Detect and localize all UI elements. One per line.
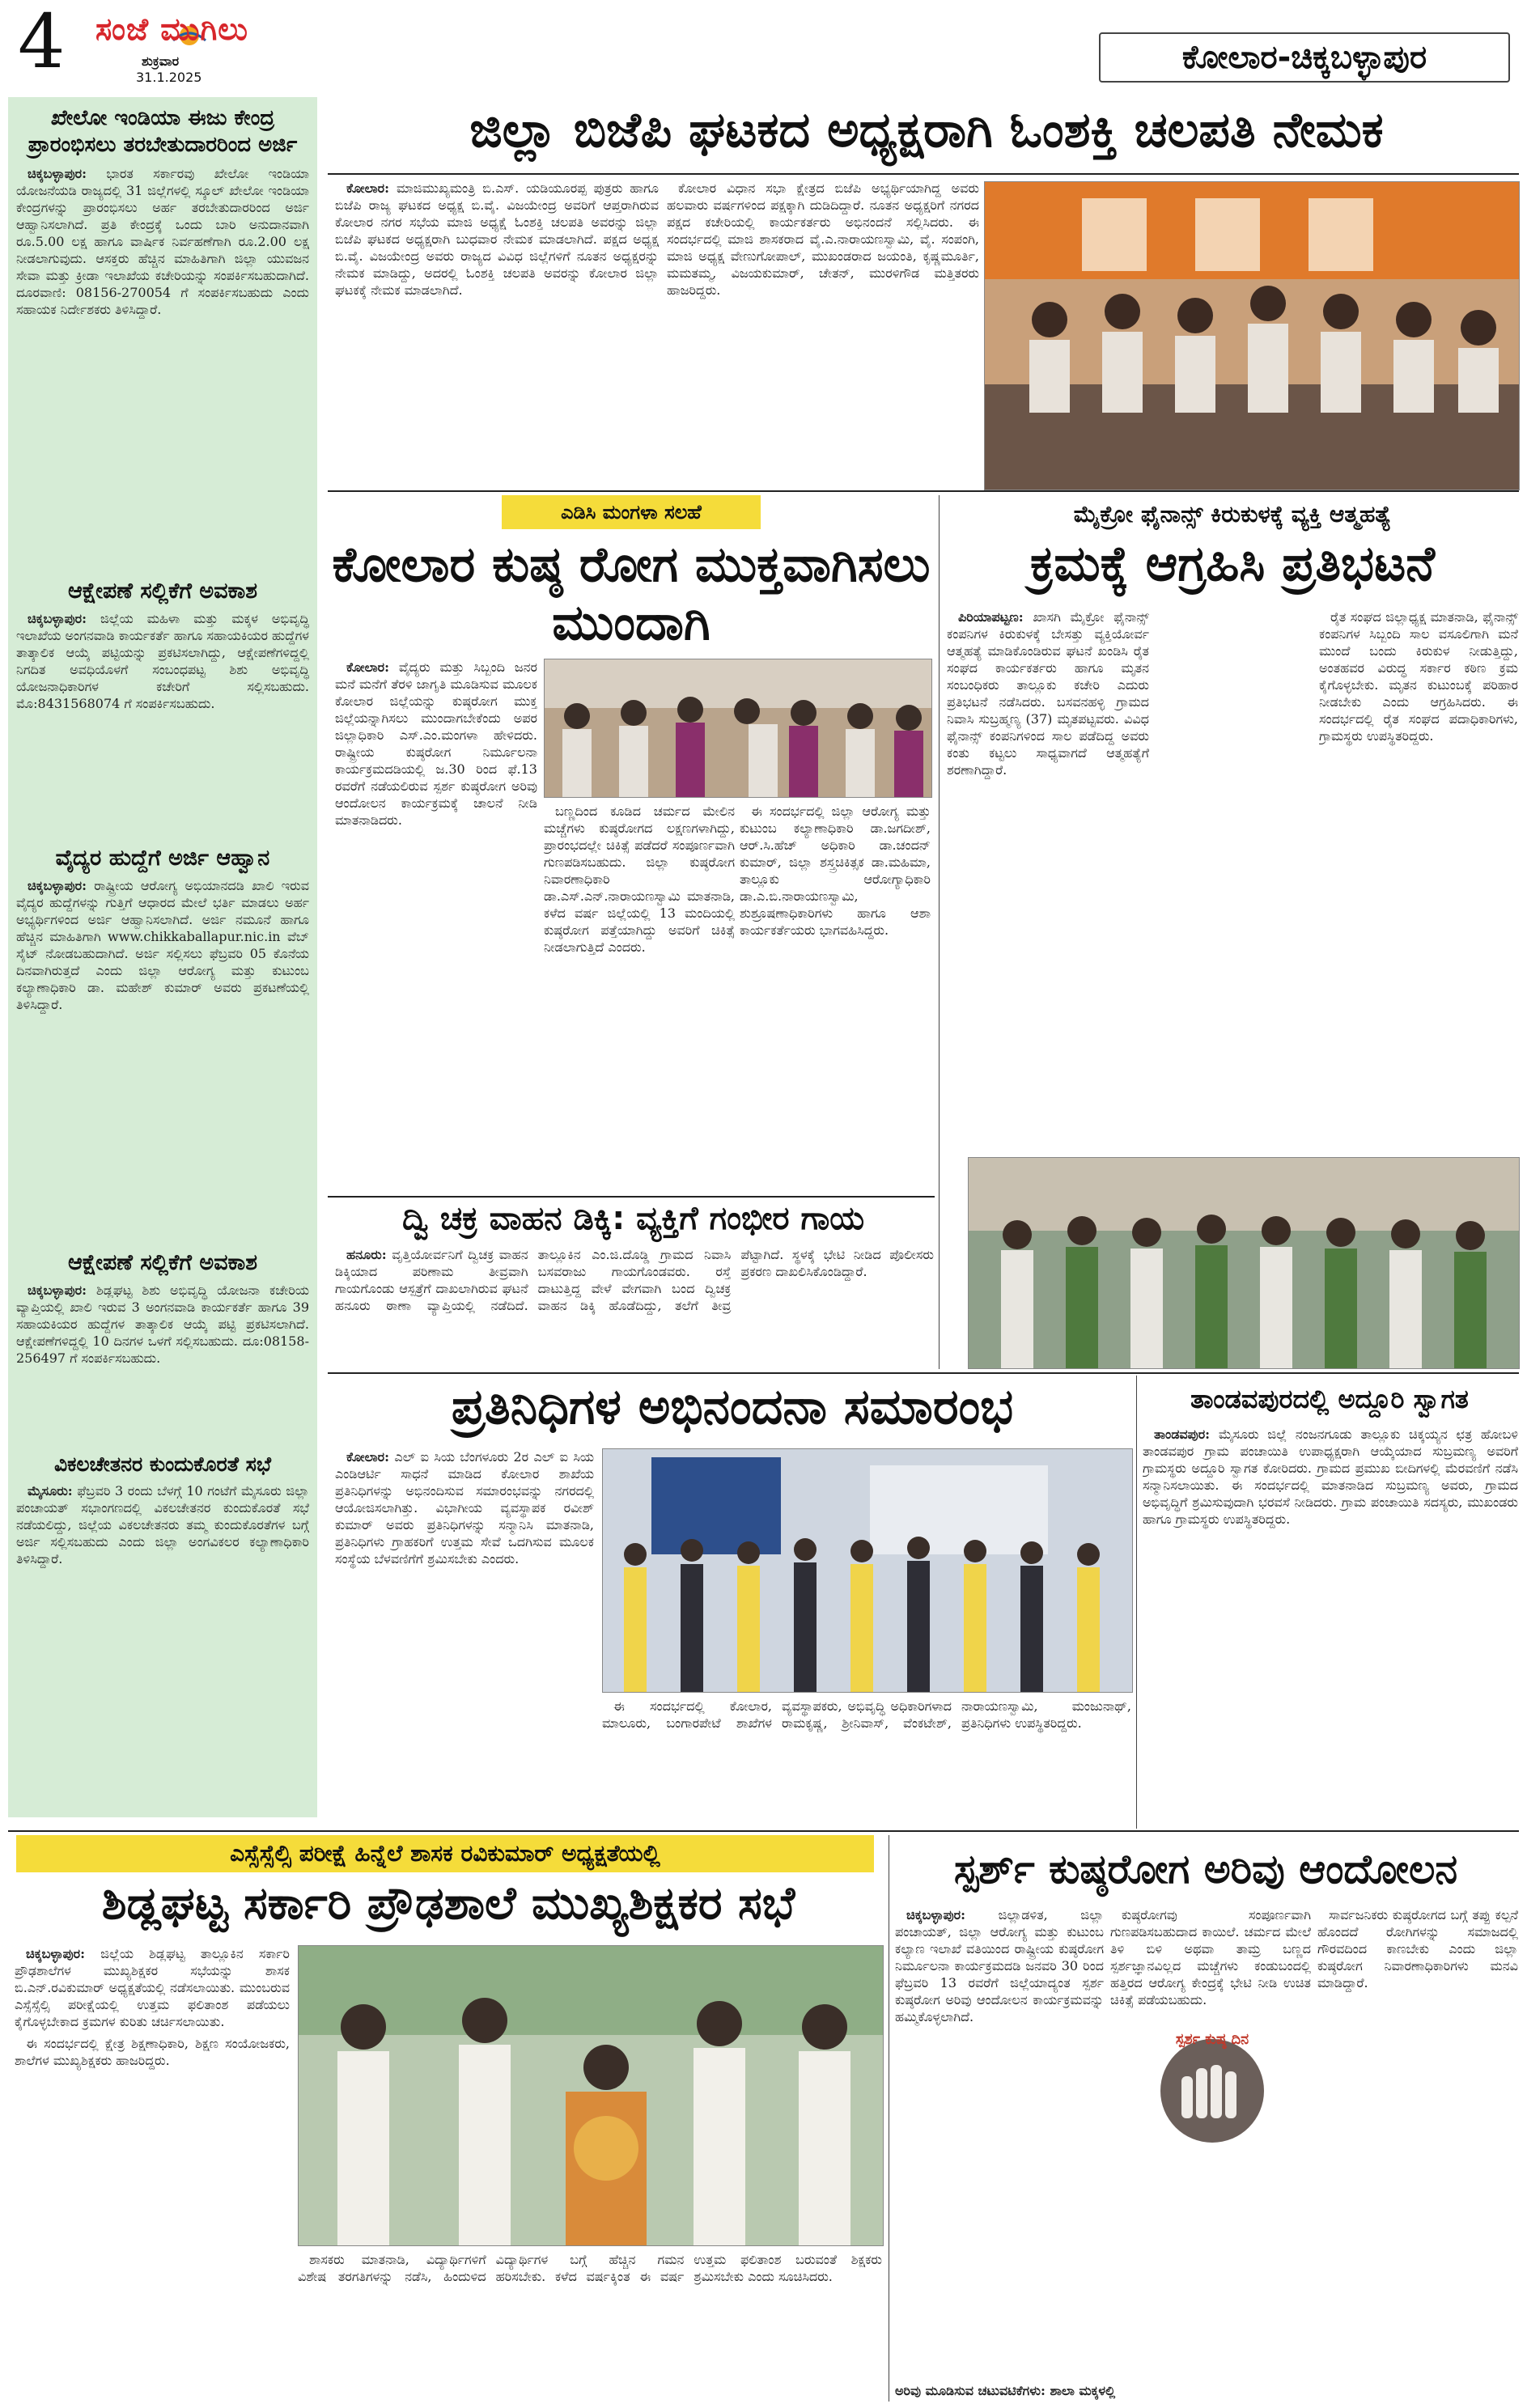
logo [95, 8, 314, 53]
dateline: ಕೋಲಾರ: [346, 180, 390, 196]
adc-kicker [502, 495, 761, 529]
dateline: ಚಿಕ್ಕಬಳ್ಳಾಪುರ: [26, 1946, 86, 1961]
bjp-photo [984, 181, 1520, 490]
dateline: ಮೈಸೂರು: [28, 1483, 73, 1499]
story-doctor-body [16, 877, 309, 1241]
article-text: ಎಲ್ ಐ ಸಿಯ ಬೆಂಗಳೂರು 2ರ ಎಲ್ ಐ ಸಿಯ ಎಂಡಿಆರ್ಟಿ ಸಾಧನೆ ಮಾಡಿದ ಕೋಲಾರ ಶಾಖೆಯ ಪ್ರತಿನಿಧಿಗಳನ್ನು ಅಭಿನಂದಿಸುವ ಸಮಾರಂಭವನ್ನು ನಗರದಲ್ಲಿ ಆಯೋಜಿಸಲಾಗಿತ್ತು. ವಿಭಾಗೀಯ ವ್ಯವಸ್ಥಾಪಕ ರವೀಶ್ ಕುಮಾರ್ ಅವರು ಪ್ರತಿನಿಧಿಗಳನ್ನು ಸನ್ಮಾನಿಸಿ ಮಾತನಾಡಿ, ಪ್ರತಿನಿಧಿಗಳು ಗ್ರಾಹಕರಿಗೆ ಉತ್ತಮ ಸೇವೆ ಒದಗಿಸುವ ಮೂಲಕ ಸಂಸ್ಥೆಯ ಬೆಳವಣಿಗೆಗೆ ಶ್ರಮಿಸಬೇಕು ಎಂದರು. [335, 1449, 594, 1566]
article-text: ಈ ಸಂದರ್ಭದಲ್ಲಿ ಜಿಲ್ಲಾ ಆರೋಗ್ಯ ಮತ್ತು ಕುಟುಂಬ ಕಲ್ಯಾಣಾಧಿಕಾರಿ ಡಾ.ಜಗದೀಶ್, ಆರ್.ಸಿ.ಹೆಚ್ ಅಧಿಕಾರಿ ಡಾ.ಚಂದನ್ ಕುಮಾರ್, ಜಿಲ್ಲಾ ಶಸ್ತ್ರಚಿಕಿತ್ಸಕ ಡಾ.ಮಹಿಮಾ, ತಾಲ್ಲೂಕು ಆರೋಗ್ಯಾಧಿಕಾರಿ ಡಾ.ಎ.ಬಿ.ನಾರಾಯಣಸ್ವಾಮಿ, ಶುಶ್ರೂಷಣಾಧಿಕಾರಿಗಳು ಹಾಗೂ ಆಶಾ ಕಾರ್ಯಕರ್ತೆಯರು ಭಾಗವಹಿಸಿದ್ದರು. [740, 803, 931, 938]
school-body-col2 [298, 2251, 882, 2400]
article-text: ಜಿಲ್ಲೆಯ ಶಿಡ್ಲಘಟ್ಟ ತಾಲ್ಲೂಕಿನ ಸರ್ಕಾರಿ ಪ್ರೌಢಶಾಲೆಗಳ ಮುಖ್ಯಶಿಕ್ಷಕರ ಸಭೆಯನ್ನು ಶಾಸಕ ಬಿ.ಎನ್.ರವಿಕುಮಾರ್ ಅಧ್ಯಕ್ಷತೆಯಲ್ಲಿ ನಡೆಸಲಾಯಿತು. ಮುಂಬರುವ ಎಸ್ಸೆಸ್ಸೆಲ್ಸಿ ಪರೀಕ್ಷೆಯಲ್ಲಿ ಉತ್ತಮ ಫಲಿತಾಂಶ ಪಡೆಯಲು ಕೈಗೊಳ್ಳಬೇಕಾದ ಕ್ರಮಗಳ ಕುರಿತು ಚರ್ಚಿಸಲಾಯಿತು. [15, 1946, 290, 2029]
sparsh-body-col1 [895, 1906, 1104, 2376]
divider [328, 173, 1519, 175]
story-disabled-headline: ವಿಕಲಚೇತನರ ಕುಂದುಕೊರತೆ ಸಭೆ [53, 1452, 272, 1476]
welcome-headline: ತಾಂಡವಪುರದಲ್ಲಿ ಅದ್ದೂರಿ ಸ್ವಾಗತ [1190, 1384, 1469, 1414]
dateline: ಕೋಲಾರ: [346, 659, 390, 675]
adc-kicker-text: ಎಡಿಸಿ ಮಂಗಳಾ ಸಲಹೆ [561, 501, 702, 524]
story-objection-headline: ಆಕ್ಷೇಪಣೆ ಸಲ್ಲಿಕೆಗೆ ಅವಕಾಶ [67, 579, 258, 604]
article-text: ಸಾರ್ವಜನಿಕರು ಕುಷ್ಠರೋಗದ ಬಗ್ಗೆ ತಪ್ಪು ಕಲ್ಪನೆ ಹೊಂದದೆ ರೋಗಿಗಳನ್ನು ಸಮಾಜದಲ್ಲಿ ಗೌರವದಿಂದ ಕಾಣಬೇಕು ಎಂದು ಜಿಲ್ಲಾ ಕುಷ್ಠರೋಗ ನಿವಾರಣಾಧಿಕಾರಿಗಳು ಮನವಿ ಮಾಡಿದ್ದಾರೆ. [1317, 1907, 1518, 1990]
article-text: ಮೈಸೂರು ಜಿಲ್ಲೆ ನಂಜನಗೂಡು ತಾಲ್ಲೂಕು ಚಿಕ್ಕಯ್ಯನ ಛತ್ರ ಹೋಬಳಿ ತಾಂಡವಪುರ ಗ್ರಾಮ ಪಂಚಾಯಿತಿ ಉಪಾಧ್ಯಕ್ಷರಾಗಿ ಆಯ್ಕೆಯಾದ ಸುಬ್ರಮಣ್ಯ ಅವರಿಗೆ ಗ್ರಾಮಸ್ಥರು ಅದ್ದೂರಿ ಸ್ವಾಗತ ಕೋರಿದರು. ಗ್ರಾಮದ ಪ್ರಮುಖ ಬೀದಿಗಳಲ್ಲಿ ಮೆರವಣಿಗೆ ನಡೆಸಿ ಸನ್ಮಾನಿಸಲಾಯಿತು. ಈ ಸಂದರ್ಭದಲ್ಲಿ ಮಾತನಾಡಿದ ಸುಬ್ರಮಣ್ಯ ಅವರು, ಗ್ರಾಮದ ಅಭಿವೃದ್ಧಿಗೆ ಶ್ರಮಿಸುವುದಾಗಿ ಭರವಸೆ ನೀಡಿದರು. ಗ್ರಾಮ ಪಂಚಾಯಿತಿ ಸದಸ್ಯರು, ಮುಖಂಡರು ಹಾಗೂ ಗ್ರಾಮಸ್ಥರು ಉಪಸ್ಥಿತರಿದ್ದರು. [1143, 1427, 1518, 1527]
divider [328, 490, 1519, 492]
school-kicker [16, 1835, 874, 1872]
story-disabled-body [16, 1482, 309, 1668]
school-body-col1 [15, 1945, 290, 2398]
adc-photo [544, 659, 932, 798]
accident-headline: ದ್ವಿ ಚಕ್ರ ವಾಹನ ಡಿಕ್ಕಿ: ವ್ಯಕ್ತಿಗೆ ಗಂಭೀರ ಗಾಯ [401, 1200, 865, 1237]
felicitation-body-col1 [335, 1448, 594, 1829]
dateline: ಪಿರಿಯಾಪಟ್ಟಣ: [958, 609, 1024, 625]
sparsh-logo [1141, 2026, 1283, 2147]
bjp-headline: ಜಿಲ್ಲಾ ಬಿಜೆಪಿ ಘಟಕದ ಅಧ್ಯಕ್ಷರಾಗಿ ಓಂಶಕ್ತಿ ಚಲಪತಿ ನೇಮಕ [469, 102, 1384, 159]
article-text: ಕುಷ್ಠರೋಗವು ಸಂಪೂರ್ಣವಾಗಿ ಗುಣಪಡಿಸಬಹುದಾದ ಕಾಯಿಲೆ. ಚರ್ಮದ ಮೇಲೆ ತಿಳಿ ಬಿಳಿ ಅಥವಾ ತಾಮ್ರ ಬಣ್ಣದ ಸ್ಪರ್ಶಜ್ಞಾನವಿಲ್ಲದ ಮಚ್ಚೆಗಳು ಕಂಡುಬಂದಲ್ಲಿ ಹತ್ತಿರದ ಆರೋಗ್ಯ ಕೇಂದ್ರಕ್ಕೆ ಭೇಟಿ ನೀಡಿ ಉಚಿತ ಚಿಕಿತ್ಸೆ ಪಡೆಯಬಹುದು. [1110, 1907, 1311, 2007]
bjp-body-col1 [335, 180, 659, 487]
adc-body-col2 [544, 803, 735, 1193]
story-objection-body [16, 610, 309, 837]
article-text: ರೈತ ಸಂಘದ ಜಿಲ್ಲಾಧ್ಯಕ್ಷ ಮಾತನಾಡಿ, ಫೈನಾನ್ಸ್ ಕಂಪನಿಗಳ ಸಿಬ್ಬಂದಿ ಸಾಲ ವಸೂಲಿಗಾಗಿ ಮನೆ ಮುಂದೆ ಬಂದು ಕಿರುಕುಳ ನೀಡುತ್ತಿದ್ದು, ಅಂತಹವರ ವಿರುದ್ಧ ಸರ್ಕಾರ ಕಠಿಣ ಕ್ರಮ ಕೈಗೊಳ್ಳಬೇಕು. ಮೃತನ ಕುಟುಂಬಕ್ಕೆ ಪರಿಹಾರ ನೀಡಬೇಕು ಎಂದು ಆಗ್ರಹಿಸಿದರು. ಈ ಸಂದರ್ಭದಲ್ಲಿ ರೈತ ಸಂಘದ ಪದಾಧಿಕಾರಿಗಳು, ಗ್ರಾಮಸ್ಥರು ಉಪಸ್ಥಿತರಿದ್ದರು. [1319, 609, 1518, 744]
masthead [0, 0, 1527, 95]
sparsh-logo-text: ಸ್ಪರ್ಶ ಕುಷ್ಠ ದಿನ [1175, 2031, 1249, 2048]
adc-body-col3 [740, 803, 931, 1193]
felicitation-photo [602, 1448, 1133, 1693]
story-objection2-headline: ಆಕ್ಷೇಪಣೆ ಸಲ್ಲಿಕೆಗೆ ಅವಕಾಶ [67, 1250, 258, 1275]
page-number: 4 [18, 0, 66, 85]
divider [8, 1830, 1519, 1832]
article-text: ಶಾಸಕರು ಮಾತನಾಡಿ, ವಿದ್ಯಾರ್ಥಿಗಳಿಗೆ ವಿಶೇಷ ತರಗತಿಗಳನ್ನು ನಡೆಸಿ, ಹಿಂದುಳಿದ ವಿದ್ಯಾರ್ಥಿಗಳ ಬಗ್ಗೆ ಹೆಚ್ಚಿನ ಗಮನ ಹರಿಸಬೇಕು. ಕಳೆದ ವರ್ಷಕ್ಕಿಂತ ಈ ವರ್ಷ ಉತ್ತಮ ಫಲಿತಾಂಶ ಬರುವಂತೆ ಶಿಕ್ಷಕರು ಶ್ರಮಿಸಬೇಕು ಎಂದು ಸೂಚಿಸಿದರು. [298, 2252, 882, 2284]
adc-body-col1 [335, 659, 537, 1193]
sparsh-headline: ಸ್ಪರ್ಶ್ ಕುಷ್ಠರೋಗ ಅರಿವು ಆಂದೋಲನ [953, 1846, 1458, 1893]
dateline: ಚಿಕ್ಕಬಳ್ಳಾಪುರ: [906, 1907, 966, 1923]
school-kicker-text: ಎಸ್ಸೆಸ್ಸೆಲ್ಸಿ ಪರೀಕ್ಷೆ ಹಿನ್ನೆಲೆ ಶಾಸಕ ರವಿಕುಮಾರ್ ಅಧ್ಯಕ್ಷತೆಯಲ್ಲಿ [230, 1840, 660, 1867]
microfinance-body-col1 [947, 608, 1149, 1151]
story-doctor-headline: ವೈದ್ಯರ ಹುದ್ದೆಗೆ ಅರ್ಜಿ ಆಹ್ವಾನ [55, 846, 270, 871]
sparsh-body-col3 [1317, 1906, 1518, 2376]
article-text: ಮಾಜಿಮುಖ್ಯಮಂತ್ರಿ ಬಿ.ಎಸ್. ಯಡಿಯೂರಪ್ಪ ಪುತ್ರರು ಹಾಗೂ ಬಿಜೆಪಿ ರಾಜ್ಯ ಘಟಕದ ಅಧ್ಯಕ್ಷ ಬಿ.ವೈ. ವಿಜಯೇಂದ್ರ ಅವರಿಗೆ ಆಪ್ತರಾಗಿರುವ ಕೋಲಾರ ನಗರ ಸಭೆಯ ಮಾಜಿ ಅಧ್ಯಕ್ಷೆ ಓಂಶಕ್ತಿ ಚಲಪತಿ ಅವರನ್ನು ಜಿಲ್ಲಾ ಬಿಜೆಪಿ ಘಟಕದ ಅಧ್ಯಕ್ಷರಾಗಿ ಬುಧವಾರ ನೇಮಕ ಮಾಡಲಾಗಿದೆ. ಪಕ್ಷದ ಅಧ್ಯಕ್ಷ ಬಿ.ವೈ. ವಿಜಯೇಂದ್ರ ಅವರು ರಾಜ್ಯದ ವಿವಿಧ ಜಿಲ್ಲೆಗಳಿಗೆ ನೂತನ ಅಧ್ಯಕ್ಷರನ್ನು ನೇಮಕ ಮಾಡಿದ್ದು, ಅದರಲ್ಲಿ ಓಂಶಕ್ತಿ ಚಲಪತಿ ಅವರನ್ನು ಕೋಲಾರ ಜಿಲ್ಲಾ ಘಟಕಕ್ಕೆ ನೇಮಕ ಮಾಡಲಾಗಿದೆ. [335, 180, 659, 298]
masthead-date: 31.1.2025 [136, 70, 202, 85]
masthead-day: ಶುಕ್ರವಾರ [142, 53, 180, 69]
bjp-body-col2 [667, 180, 979, 487]
dateline: ಹನೂರು: [346, 1247, 387, 1262]
school-headline: ಶಿಡ್ಲಘಟ್ಟ ಸರ್ಕಾರಿ ಪ್ರೌಢಶಾಲೆ ಮುಖ್ಯಶಿಕ್ಷಕರ ಸಭೆ [101, 1877, 795, 1930]
article-text: ವೈದ್ಯರು ಮತ್ತು ಸಿಬ್ಬಂದಿ ಜನರ ಮನೆ ಮನೆಗೆ ತೆರಳಿ ಜಾಗೃತಿ ಮೂಡಿಸುವ ಮೂಲಕ ಕೋಲಾರ ಜಿಲ್ಲೆಯನ್ನು ಕುಷ್ಠರೋಗ ಮುಕ್ತ ಜಿಲ್ಲೆಯನ್ನಾಗಿಸಲು ಮುಂದಾಗಬೇಕೆಂದು ಅಪರ ಜಿಲ್ಲಾಧಿಕಾರಿ ಎಸ್.ಎಂ.ಮಂಗಳಾ ಹೇಳಿದರು. ರಾಷ್ಟ್ರೀಯ ಕುಷ್ಠರೋಗ ನಿರ್ಮೂಲನಾ ಕಾರ್ಯಕ್ರಮದಡಿಯಲ್ಲಿ ಜ.30 ರಿಂದ ಫೆ.13 ರವರೆಗೆ ನಡೆಯಲಿರುವ ಸ್ಪರ್ಶ ಕುಷ್ಠರೋಗ ಅರಿವು ಆಂದೋಲನ ಕಾರ್ಯಕ್ರಮಕ್ಕೆ ಚಾಲನೆ ನೀಡಿ ಮಾತನಾಡಿದರು. [335, 659, 537, 828]
dateline: ಚಿಕ್ಕಬಳ್ಳಾಪುರ: [28, 166, 87, 181]
divider [1136, 1376, 1137, 1829]
article-text: ಜಿಲ್ಲಾಡಳಿತ, ಜಿಲ್ಲಾ ಪಂಚಾಯತ್, ಜಿಲ್ಲಾ ಆರೋಗ್ಯ ಮತ್ತು ಕುಟುಂಬ ಕಲ್ಯಾಣ ಇಲಾಖೆ ವತಿಯಿಂದ ರಾಷ್ಟ್ರೀಯ ಕುಷ್ಠರೋಗ ನಿರ್ಮೂಲನಾ ಕಾರ್ಯಕ್ರಮದಡಿ ಜನವರಿ 30 ರಿಂದ ಫೆಬ್ರವರಿ 13 ರವರೆಗೆ ಜಿಲ್ಲೆಯಾದ್ಯಂತ ಸ್ಪರ್ಶ ಕುಷ್ಠರೋಗ ಅರಿವು ಆಂದೋಲನ ಕಾರ್ಯಕ್ರಮವನ್ನು ಹಮ್ಮಿಕೊಳ್ಳಲಾಗಿದೆ. [895, 1907, 1104, 2024]
story-khelo-body [16, 165, 309, 570]
article-text: ಕೋಲಾರ ವಿಧಾನ ಸಭಾ ಕ್ಷೇತ್ರದ ಬಿಜೆಪಿ ಅಭ್ಯರ್ಥಿಯಾಗಿದ್ದ ಅವರು ಹಲವಾರು ವರ್ಷಗಳಿಂದ ಪಕ್ಷಕ್ಕಾಗಿ ದುಡಿದಿದ್ದಾರೆ. ನೂತನ ಅಧ್ಯಕ್ಷರಿಗೆ ನಗರದ ಪಕ್ಷದ ಕಚೇರಿಯಲ್ಲಿ ಕಾರ್ಯಕರ್ತರು ಅಭಿನಂದನೆ ಸಲ್ಲಿಸಿದರು. ಈ ಸಂದರ್ಭದಲ್ಲಿ ಮಾಜಿ ಶಾಸಕರಾದ ವೈ.ಎ.ನಾರಾಯಣಸ್ವಾಮಿ, ವೈ. ಸಂಪಂಗಿ, ಮಾಜಿ ಅಧ್ಯಕ್ಷ ವೇಣುಗೋಪಾಲ್, ಮುಖಂಡರಾದ ಜಯಂತಿ, ಕೃಷ್ಣಮೂರ್ತಿ, ಮಮತಮ್ಮ, ವಿಜಯಕುಮಾರ್, ಚೇತನ್, ಮುರಳಿಗೌಡ ಮತ್ತಿತರರು ಹಾಜರಿದ್ದರು. [667, 180, 979, 298]
microfinance-photo [968, 1157, 1520, 1369]
story-objection2-body [16, 1282, 309, 1444]
logo-text: ಸಂಜೆ ಮುಗಿಲು [95, 11, 249, 47]
dateline: ಕೋಲಾರ: [346, 1449, 390, 1465]
dateline: ತಾಂಡವಪುರ: [1154, 1427, 1211, 1442]
story-khelo-headline: ಖೇಲೋ ಇಂಡಿಯಾ ಈಜು ಕೇಂದ್ರ ಪ್ರಾರಂಭಿಸಲು ತರಬೇತುದಾರರಿಂದ ಅರ್ಜಿ [28, 106, 298, 157]
article-text: ಶಿಡ್ಲಘಟ್ಟ ಶಿಶು ಅಭಿವೃದ್ಧಿ ಯೋಜನಾ ಕಚೇರಿಯ ವ್ಯಾಪ್ತಿಯಲ್ಲಿ ಖಾಲಿ ಇರುವ 3 ಅಂಗನವಾಡಿ ಕಾರ್ಯಕರ್ತೆ ಹಾಗೂ 39 ಸಹಾಯಕಿಯರ ಹುದ್ದೆಗಳ ತಾತ್ಕಾಲಿಕ ಆಯ್ಕೆ ಪಟ್ಟಿ ಪ್ರಕಟಿಸಲಾಗಿದೆ. ಆಕ್ಷೇಪಣೆಗಳಿದ್ದಲ್ಲಿ 10 ದಿನಗಳ ಒಳಗೆ ಸಲ್ಲಿಸಬಹುದು. ದೂ:08158-256497 ಗೆ ಸಂಪರ್ಕಿಸಬಹುದು. [16, 1282, 309, 1366]
divider [328, 1372, 1519, 1374]
welcome-body [1143, 1426, 1518, 1827]
article-text: ರಾಷ್ಟ್ರೀಯ ಆರೋಗ್ಯ ಅಭಿಯಾನದಡಿ ಖಾಲಿ ಇರುವ ವೈದ್ಯರ ಹುದ್ದೆಗಳನ್ನು ಗುತ್ತಿಗೆ ಆಧಾರದ ಮೇಲೆ ಭರ್ತಿ ಮಾಡಲು ಅರ್ಹ ಅಭ್ಯರ್ಥಿಗಳಿಂದ ಅರ್ಜಿ ಆಹ್ವಾನಿಸಲಾಗಿದೆ. ಅರ್ಜಿ ನಮೂನೆ ಹಾಗೂ ಹೆಚ್ಚಿನ ಮಾಹಿತಿಗಾಗಿ www.chikkaballapur.nic.in ವೆಬ್ ಸೈಟ್ ನೋಡಬಹುದಾಗಿದೆ. ಅರ್ಜಿ ಸಲ್ಲಿಸಲು ಫೆಬ್ರವರಿ 05 ಕೊನೆಯ ದಿನವಾಗಿರುತ್ತದೆ ಎಂದು ಜಿಲ್ಲಾ ಆರೋಗ್ಯ ಮತ್ತು ಕುಟುಂಬ ಕಲ್ಯಾಣಾಧಿಕಾರಿ ಡಾ. ಮಹೇಶ್ ಕುಮಾರ್ ಅವರು ಪ್ರಕಟಣೆಯಲ್ಲಿ ತಿಳಿಸಿದ್ದಾರೆ. [16, 878, 309, 1012]
microfinance-headline: ಕ್ರಮಕ್ಕೆ ಆಗ್ರಹಿಸಿ ಪ್ರತಿಭಟನೆ [1030, 536, 1435, 592]
article-text: ಈ ಸಂದರ್ಭದಲ್ಲಿ ಕ್ಷೇತ್ರ ಶಿಕ್ಷಣಾಧಿಕಾರಿ, ಶಿಕ್ಷಣ ಸಂಯೋಜಕರು, ಶಾಲೆಗಳ ಮುಖ್ಯಶಿಕ್ಷಕರು ಹಾಜರಿದ್ದರು. [15, 2036, 290, 2068]
accident-body [335, 1246, 934, 1367]
divider [328, 1196, 935, 1198]
article-text: ಬಣ್ಣದಿಂದ ಕೂಡಿದ ಚರ್ಮದ ಮೇಲಿನ ಮಚ್ಚೆಗಳು ಕುಷ್ಠರೋಗದ ಲಕ್ಷಣಗಳಾಗಿದ್ದು, ಪ್ರಾರಂಭದಲ್ಲೇ ಚಿಕಿತ್ಸೆ ಪಡೆದರೆ ಸಂಪೂರ್ಣವಾಗಿ ಗುಣಪಡಿಸಬಹುದು. ಜಿಲ್ಲಾ ಕುಷ್ಠರೋಗ ನಿವಾರಣಾಧಿಕಾರಿ ಡಾ.ಎಸ್.ಎನ್.ನಾರಾಯಣಸ್ವಾಮಿ ಮಾತನಾಡಿ, ಕಳೆದ ವರ್ಷ ಜಿಲ್ಲೆಯಲ್ಲಿ 13 ಮಂದಿಯಲ್ಲಿ ಕುಷ್ಠರೋಗ ಪತ್ತೆಯಾಗಿದ್ದು ಅವರಿಗೆ ಚಿಕಿತ್ಸೆ ನೀಡಲಾಗುತ್ತಿದೆ ಎಂದರು. [544, 803, 735, 955]
sparsh-footer: ಅರಿವು ಮೂಡಿಸುವ ಚಟುವಟಿಕೆಗಳು: ಶಾಲಾ ಮಕ್ಕಳಲ್ಲಿ [895, 2383, 1116, 2398]
article-text: ಖಾಸಗಿ ಮೈಕ್ರೋ ಫೈನಾನ್ಸ್ ಕಂಪನಿಗಳ ಕಿರುಕುಳಕ್ಕೆ ಬೇಸತ್ತು ವ್ಯಕ್ತಿಯೋರ್ವ ಆತ್ಮಹತ್ಯೆ ಮಾಡಿಕೊಂಡಿರುವ ಘಟನೆ ಖಂಡಿಸಿ ರೈತ ಸಂಘದ ಕಾರ್ಯಕರ್ತರು ಹಾಗೂ ಮೃತನ ಸಂಬಂಧಿಕರು ತಾಲ್ಲೂಕು ಕಚೇರಿ ಎದುರು ಪ್ರತಿಭಟನೆ ನಡೆಸಿದರು. ಬಸವನಹಳ್ಳಿ ಗ್ರಾಮದ ನಿವಾಸಿ ಸುಬ್ರಹ್ಮಣ್ಯ (37) ಮೃತಪಟ್ಟವರು. ವಿವಿಧ ಫೈನಾನ್ಸ್ ಕಂಪನಿಗಳಿಂದ ಸಾಲ ಪಡೆದಿದ್ದ ಅವರು ಕಂತು ಕಟ್ಟಲು ಸಾಧ್ಯವಾಗದೆ ಆತ್ಮಹತ್ಯೆಗೆ ಶರಣಾಗಿದ್ದಾರೆ. [947, 609, 1149, 778]
article-text: ಈ ಸಂದರ್ಭದಲ್ಲಿ ಕೋಲಾರ, ಮಾಲೂರು, ಬಂಗಾರಪೇಟೆ ಶಾಖೆಗಳ ವ್ಯವಸ್ಥಾಪಕರು, ಅಭಿವೃದ್ಧಿ ಅಧಿಕಾರಿಗಳಾದ ರಾಮಕೃಷ್ಣ, ಶ್ರೀನಿವಾಸ್, ವೆಂಕಟೇಶ್, ನಾರಾಯಣಸ್ವಾಮಿ, ಮಂಜುನಾಥ್, ಪ್ರತಿನಿಧಿಗಳು ಉಪಸ್ಥಿತರಿದ್ದರು. [602, 1698, 1131, 1731]
divider [939, 495, 940, 1369]
left-column [8, 97, 317, 1817]
dateline: ಚಿಕ್ಕಬಳ್ಳಾಪುರ: [28, 1282, 87, 1298]
microfinance-kicker: ಮೈಕ್ರೋ ಫೈನಾನ್ಸ್ ಕಿರುಕುಳಕ್ಕೆ ವ್ಯಕ್ತಿ ಆತ್ಮಹತ್ಯೆ [1073, 501, 1392, 528]
felicitation-headline: ಪ್ರತಿನಿಧಿಗಳ ಅಭಿನಂದನಾ ಸಮಾರಂಭ [451, 1379, 1014, 1435]
felicitation-body-col2 [602, 1698, 1131, 1827]
article-text: ವೃತ್ತಿಯೋರ್ವನಿಗೆ ದ್ವಿಚಕ್ರ ವಾಹನ ಡಿಕ್ಕಿಯಾದ ಪರಿಣಾಮ ತೀವ್ರವಾಗಿ ಗಾಯಗೊಂಡು ಆಸ್ಪತ್ರೆಗೆ ದಾಖಲಾಗಿರುವ ಘಟನೆ ಹನೂರು ಠಾಣಾ ವ್ಯಾಪ್ತಿಯಲ್ಲಿ ನಡೆದಿದೆ. ತಾಲ್ಲೂಕಿನ ಎಂ.ಜಿ.ದೊಡ್ಡಿ ಗ್ರಾಮದ ನಿವಾಸಿ ಬಸವರಾಜು ಗಾಯಗೊಂಡವರು. ರಸ್ತೆ ದಾಟುತ್ತಿದ್ದ ವೇಳೆ ವೇಗವಾಗಿ ಬಂದ ದ್ವಿಚಕ್ರ ವಾಹನ ಡಿಕ್ಕಿ ಹೊಡೆದಿದ್ದು, ತಲೆಗೆ ತೀವ್ರ ಪೆಟ್ಟಾಗಿದೆ. ಸ್ಥಳಕ್ಕೆ ಭೇಟಿ ನೀಡಿದ ಪೊಲೀಸರು ಪ್ರಕರಣ ದಾಖಲಿಸಿಕೊಂಡಿದ್ದಾರೆ. [335, 1247, 934, 1313]
section-title-text: ಕೋಲಾರ-ಚಿಕ್ಕಬಳ್ಳಾಪುರ [1181, 39, 1427, 76]
dateline: ಚಿಕ್ಕಬಳ್ಳಾಪುರ: [28, 878, 87, 893]
article-text: ಭಾರತ ಸರ್ಕಾರವು ಖೇಲೋ ಇಂಡಿಯಾ ಯೋಜನೆಯಡಿ ರಾಜ್ಯದಲ್ಲಿ 31 ಜಿಲ್ಲೆಗಳಲ್ಲಿ ಸ್ಕೂಲ್ ಖೇಲೋ ಇಂಡಿಯಾ ಕೇಂದ್ರಗಳನ್ನು ಪ್ರಾರಂಭಿಸಲು ಅರ್ಹ ತರಬೇತುದಾರರಿಂದ ಅರ್ಜಿ ಆಹ್ವಾನಿಸಲಾಗಿದೆ. ಪ್ರತಿ ಕೇಂದ್ರಕ್ಕೆ ಒಂದು ಬಾರಿ ಅನುದಾನವಾಗಿ ರೂ.5.00 ಲಕ್ಷ ಹಾಗೂ ವಾರ್ಷಿಕ ನಿರ್ವಹಣೆಗಾಗಿ ರೂ.2.00 ಲಕ್ಷ ನೀಡಲಾಗುವುದು. ಆಸಕ್ತರು ಹೆಚ್ಚಿನ ಮಾಹಿತಿಗಾಗಿ ಜಿಲ್ಲಾ ಯುವಜನ ಸೇವಾ ಮತ್ತು ಕ್ರೀಡಾ ಇಲಾಖೆಯ ಕಚೇರಿಯನ್ನು ಸಂಪರ್ಕಿಸಬಹುದಾಗಿದೆ. ದೂರವಾಣಿ: 08156-270054 ಗೆ ಸಂಪರ್ಕಿಸಬಹುದು ಎಂದು ಸಹಾಯಕ ನಿರ್ದೇಶಕರು ತಿಳಿಸಿದ್ದಾರೆ. [16, 166, 309, 317]
dateline: ಚಿಕ್ಕಬಳ್ಳಾಪುರ: [28, 611, 87, 626]
microfinance-body-col3 [1319, 608, 1518, 1151]
article-text: ಫೆಬ್ರವರಿ 3 ರಂದು ಬೆಳಗ್ಗೆ 10 ಗಂಟೆಗೆ ಮೈಸೂರು ಜಿಲ್ಲಾ ಪಂಚಾಯತ್ ಸಭಾಂಗಣದಲ್ಲಿ ವಿಕಲಚೇತನರ ಕುಂದುಕೊರತೆ ಸಭೆ ನಡೆಯಲಿದ್ದು, ಜಿಲ್ಲೆಯ ವಿಕಲಚೇತನರು ತಮ್ಮ ಕುಂದುಕೊರತೆಗಳ ಬಗ್ಗೆ ಅರ್ಜಿ ಸಲ್ಲಿಸಬಹುದು ಎಂದು ಜಿಲ್ಲಾ ಅಂಗವಿಕಲರ ಕಲ್ಯಾಣಾಧಿಕಾರಿ ತಿಳಿಸಿದ್ದಾರೆ. [16, 1483, 309, 1566]
adc-headline: ಕೋಲಾರ ಕುಷ್ಠ ರೋಗ ಮುಕ್ತವಾಗಿಸಲು ಮುಂದಾಗಿ [332, 536, 931, 651]
school-photo [298, 1945, 884, 2246]
section-title [1099, 32, 1510, 83]
article-text: ಜಿಲ್ಲೆಯ ಮಹಿಳಾ ಮತ್ತು ಮಕ್ಕಳ ಅಭಿವೃದ್ಧಿ ಇಲಾಖೆಯ ಅಂಗನವಾಡಿ ಕಾರ್ಯಕರ್ತೆ ಹಾಗೂ ಸಹಾಯಕಿಯರ ಹುದ್ದೆಗಳ ತಾತ್ಕಾಲಿಕ ಆಯ್ಕೆ ಪಟ್ಟಿಯನ್ನು ಪ್ರಕಟಿಸಲಾಗಿದ್ದು, ಆಕ್ಷೇಪಣೆಗಳಿದ್ದಲ್ಲಿ ನಿಗದಿತ ಅವಧಿಯೊಳಗೆ ಸಂಬಂಧಪಟ್ಟ ಶಿಶು ಅಭಿವೃದ್ಧಿ ಯೋಜನಾಧಿಕಾರಿಗಳ ಕಚೇರಿಗೆ ಸಲ್ಲಿಸಬಹುದು. ಮೊ:8431568074 ಗೆ ಸಂಪರ್ಕಿಸಬಹುದು. [16, 611, 309, 711]
